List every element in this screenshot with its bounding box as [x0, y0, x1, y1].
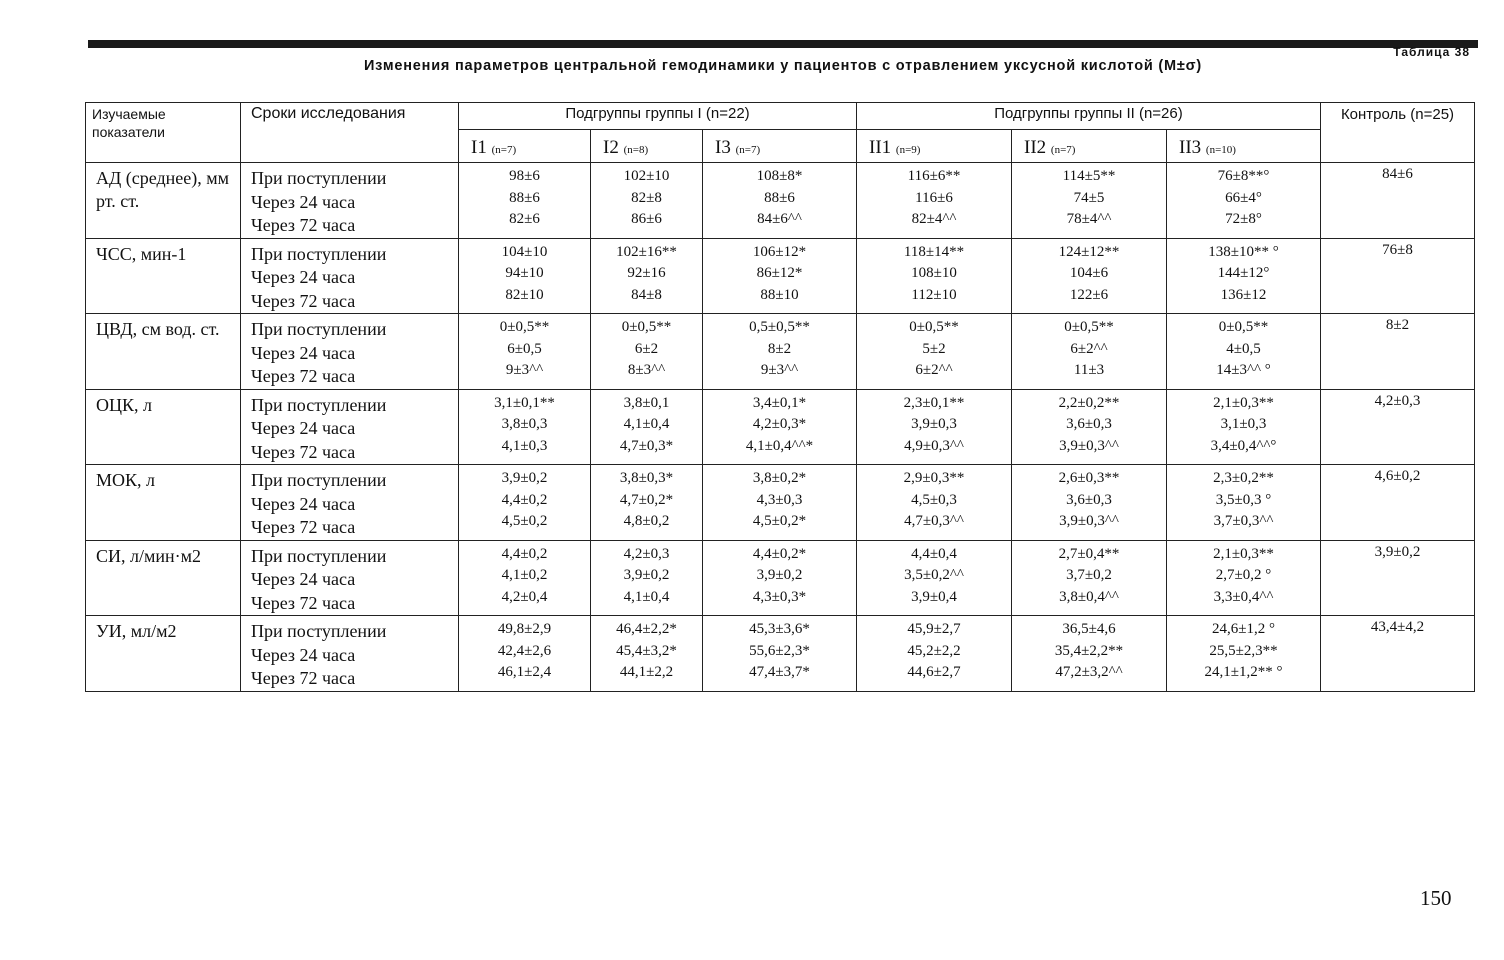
value: 104±10: [501, 243, 548, 260]
value: 0±0,5**: [1218, 319, 1269, 335]
value: 0,5±0,5**: [749, 319, 810, 335]
header-group-1: Подгруппы группы I (n=22): [459, 103, 857, 130]
value: 0±0,5**: [499, 319, 550, 335]
term-label: При поступлении: [251, 319, 387, 339]
subgroup-label: II1: [869, 137, 892, 158]
value: 45,4±3,2*: [616, 642, 677, 659]
subgroup-n: (n=8): [623, 144, 649, 156]
value: 3,9±0,3: [911, 416, 957, 432]
value: 74±5: [1073, 189, 1105, 206]
term-label: Через 24 часа: [251, 418, 356, 438]
value-cell: [459, 616, 591, 692]
term-label: При поступлении: [251, 470, 387, 490]
value: 2,2±0,2**: [1058, 394, 1120, 411]
value: 88±6: [764, 189, 795, 206]
value: 106±12*: [752, 243, 807, 260]
term-label: При поступлении: [251, 394, 387, 415]
value: 4,1±0,4: [623, 588, 670, 605]
value-cell: [703, 540, 857, 616]
header-subgroup: [1167, 130, 1321, 163]
subgroup-n: (n=9): [895, 144, 921, 156]
subgroup-n: (n=7): [491, 144, 517, 156]
value-cell: [857, 465, 1012, 541]
value: 4,2±0,3: [623, 545, 670, 562]
header-subgroup: [1012, 130, 1167, 163]
value: 3,9±0,2: [623, 567, 670, 583]
header-subgroup: [591, 130, 703, 163]
value-cell: [703, 238, 857, 314]
value-cell: [703, 389, 857, 465]
value: 6±2: [634, 340, 659, 357]
value: 3,7±0,3^^: [1213, 513, 1274, 529]
value: 118±14**: [903, 243, 965, 260]
value: 4,4±0,2: [501, 491, 548, 508]
value: 3,4±0,1*: [752, 394, 807, 411]
value-cell: [857, 540, 1012, 616]
value-cell: [591, 314, 703, 390]
value: 3,6±0,3: [1066, 491, 1112, 508]
value-cell: [703, 163, 857, 239]
value: 3,9±0,3^^: [1059, 513, 1119, 529]
value-cell: [459, 163, 591, 239]
value: 84±8: [631, 286, 662, 303]
subgroup-label: I3: [715, 137, 731, 158]
value: 45,9±2,7: [907, 621, 961, 637]
terms-cell: [241, 314, 459, 390]
value-cell: [857, 238, 1012, 314]
value: 102±16**: [616, 243, 677, 260]
control-cell: 4,6±0,2: [1321, 465, 1475, 541]
value: 108±8*: [756, 168, 803, 184]
value: 0±0,5**: [1064, 319, 1114, 335]
term-label: Через 72 часа: [251, 366, 356, 386]
table-number: Таблица 38: [1393, 45, 1470, 59]
value: 86±12*: [756, 265, 803, 281]
subgroup-label: I1: [471, 137, 487, 158]
value-cell: [459, 465, 591, 541]
value: 47,4±3,7*: [749, 664, 810, 680]
value: 4,5±0,2: [501, 513, 548, 529]
value: 102±10: [623, 168, 670, 184]
header-subgroup: [703, 130, 857, 163]
value: 4,4±0,2*: [752, 545, 807, 562]
value: 3,8±0,3: [501, 416, 548, 432]
top-rule: [88, 40, 1478, 48]
value: 76±8**°: [1217, 168, 1270, 184]
value-cell: [591, 238, 703, 314]
term-label: При поступлении: [251, 168, 387, 188]
term-label: Через 24 часа: [251, 493, 356, 514]
term-label: Через 72 часа: [251, 441, 356, 462]
parameter-cell: ЦВД, см вод. ст.: [86, 314, 241, 390]
hemodynamics-table: [85, 102, 1475, 692]
value-cell: [857, 163, 1012, 239]
term-label: Через 72 часа: [251, 290, 356, 311]
value: 8±2: [767, 340, 792, 357]
value: 36,5±4,6: [1062, 621, 1116, 637]
term-label: Через 24 часа: [251, 267, 356, 287]
value-cell: [1012, 163, 1167, 239]
control-cell: 43,4±4,2: [1321, 616, 1475, 692]
value: 46,1±2,4: [497, 664, 552, 680]
subgroup-n: (n=10): [1205, 144, 1236, 156]
value-cell: [703, 616, 857, 692]
term-label: Через 72 часа: [251, 215, 356, 235]
value: 4,8±0,2: [623, 513, 670, 529]
value: 4,1±0,2: [501, 567, 548, 583]
value: 4,9±0,3^^: [904, 437, 964, 454]
value-cell: [459, 314, 591, 390]
value: 2,7±0,2 °: [1215, 567, 1272, 583]
value: 4,1±0,4^^*: [745, 437, 814, 454]
value: 9±3^^: [760, 362, 799, 378]
value: 122±6: [1069, 286, 1109, 303]
subgroup-n: (n=7): [735, 144, 761, 156]
parameter-cell: ОЦК, л: [86, 389, 241, 465]
value: 78±4^^: [1066, 211, 1112, 227]
value: 112±10: [911, 286, 957, 303]
value: 4,5±0,3: [911, 491, 957, 508]
value: 46,4±2,2*: [616, 621, 677, 637]
value: 94±10: [505, 265, 544, 281]
terms-cell: [241, 465, 459, 541]
control-cell: 84±6: [1321, 163, 1475, 239]
table-row: [86, 540, 1475, 616]
control-cell: 3,9±0,2: [1321, 540, 1475, 616]
value: 0±0,5**: [909, 319, 959, 335]
value-cell: [459, 238, 591, 314]
value: 3,9±0,2: [756, 567, 803, 583]
value: 55,6±2,3*: [749, 642, 810, 659]
value: 49,8±2,9: [497, 621, 552, 637]
value: 2,6±0,3**: [1058, 470, 1120, 486]
value-cell: [1167, 163, 1321, 239]
value: 3,5±0,3 °: [1215, 491, 1272, 508]
value: 124±12**: [1058, 243, 1120, 260]
value-cell: [591, 540, 703, 616]
value: 3,9±0,2: [501, 470, 548, 486]
value: 82±10: [505, 286, 544, 303]
value-cell: [1167, 314, 1321, 390]
value: 136±12: [1220, 286, 1267, 303]
table-row: [86, 465, 1475, 541]
value-cell: [703, 465, 857, 541]
value: 4,4±0,2: [501, 545, 548, 562]
value: 4,7±0,3^^: [904, 513, 964, 529]
value: 4,2±0,3*: [752, 416, 807, 432]
value-cell: [857, 314, 1012, 390]
terms-cell: [241, 238, 459, 314]
term-label: Через 72 часа: [251, 517, 356, 537]
value: 6±2^^: [915, 362, 953, 378]
value-cell: [1167, 540, 1321, 616]
value: 88±10: [760, 286, 799, 303]
parameter-cell: ЧСС, мин-1: [86, 238, 241, 314]
value: 6±0,5: [507, 340, 542, 357]
value: 3,8±0,3*: [619, 470, 674, 486]
term-label: При поступлении: [251, 545, 387, 566]
value: 3,8±0,4^^: [1059, 588, 1119, 605]
value: 2,1±0,3**: [1213, 545, 1274, 562]
value-cell: [1167, 238, 1321, 314]
value: 44,6±2,7: [907, 664, 961, 680]
value: 88±6: [509, 189, 540, 206]
value: 47,2±3,2^^: [1055, 664, 1123, 680]
value-cell: [1012, 389, 1167, 465]
table-row: [86, 238, 1475, 314]
value: 4,4±0,4: [911, 545, 957, 562]
value: 2,3±0,1**: [903, 394, 965, 411]
value: 25,5±2,3**: [1209, 642, 1278, 659]
table-caption: Изменения параметров центральной гемодинамики у пациентов с отравлением уксусной кислотой (M±σ): [363, 58, 1203, 74]
value-cell: [459, 389, 591, 465]
value: 5±2: [922, 340, 946, 357]
value-cell: [1012, 314, 1167, 390]
value: 44,1±2,2: [619, 664, 674, 680]
term-label: Через 24 часа: [251, 569, 356, 589]
value: 6±2^^: [1070, 340, 1108, 357]
value: 144±12°: [1217, 265, 1270, 281]
table-row: [86, 389, 1475, 465]
value-cell: [591, 616, 703, 692]
page-number: 150: [1420, 886, 1452, 910]
value: 2,7±0,4**: [1058, 545, 1120, 562]
terms-cell: [241, 389, 459, 465]
value: 3,1±0,1**: [494, 394, 555, 411]
subgroup-n: (n=7): [1050, 144, 1076, 156]
value: 11±3: [1073, 362, 1105, 378]
value-cell: [1167, 616, 1321, 692]
value: 2,1±0,3**: [1213, 394, 1274, 411]
value: 14±3^^ °: [1216, 362, 1271, 378]
value: 98±6: [509, 168, 540, 184]
value: 4,3±0,3: [756, 491, 803, 508]
value: 4,5±0,2*: [752, 513, 807, 529]
value: 3,5±0,2^^: [904, 567, 964, 583]
value: 3,9±0,4: [911, 588, 957, 605]
value-cell: [703, 314, 857, 390]
value: 104±6: [1069, 265, 1109, 281]
header-parameter: Изучаемые показатели: [86, 103, 241, 163]
value: 3,1±0,3: [1220, 416, 1267, 432]
value-cell: [1167, 389, 1321, 465]
control-cell: 76±8: [1321, 238, 1475, 314]
value: 82±8: [631, 189, 662, 206]
value-cell: [1167, 465, 1321, 541]
value: 24,1±1,2** °: [1204, 664, 1283, 680]
value: 86±6: [631, 211, 662, 227]
term-label: Через 24 часа: [251, 191, 356, 212]
terms-cell: [241, 163, 459, 239]
value: 114±5**: [1062, 168, 1116, 184]
value: 4,3±0,3*: [752, 588, 807, 605]
value: 3,8±0,1: [623, 394, 670, 411]
subgroup-label: II2: [1024, 137, 1047, 158]
value: 3,3±0,4^^: [1213, 588, 1274, 605]
header-subgroup: [857, 130, 1012, 163]
value: 4±0,5: [1226, 340, 1261, 357]
value: 82±6: [509, 211, 540, 227]
value-cell: [1012, 238, 1167, 314]
value: 35,4±2,2**: [1054, 642, 1124, 659]
value: 3,8±0,2*: [752, 470, 807, 486]
term-label: Через 24 часа: [251, 342, 356, 363]
value-cell: [459, 540, 591, 616]
value: 2,9±0,3**: [903, 470, 965, 486]
header-term: Сроки исследования: [241, 103, 459, 163]
term-label: При поступлении: [251, 621, 387, 641]
value: 3,9±0,3^^: [1059, 437, 1119, 454]
value-cell: [857, 616, 1012, 692]
terms-cell: [241, 540, 459, 616]
value: 45,2±2,2: [907, 642, 961, 659]
value: 4,7±0,3*: [619, 437, 674, 454]
value: 3,6±0,3: [1066, 416, 1112, 432]
control-cell: 8±2: [1321, 314, 1475, 390]
header-subgroup: [459, 130, 591, 163]
parameter-cell: АД (среднее), мм рт. ст.: [86, 163, 241, 239]
value: 2,3±0,2**: [1213, 470, 1274, 486]
value-cell: [591, 465, 703, 541]
value: 3,7±0,2: [1066, 567, 1112, 583]
value: 4,2±0,4: [501, 588, 548, 605]
value: 4,1±0,3: [501, 437, 548, 454]
value: 84±6^^: [757, 211, 802, 227]
value-cell: [1012, 540, 1167, 616]
term-label: Через 72 часа: [251, 592, 356, 613]
table-row: [86, 163, 1475, 239]
header-group-2: Подгруппы группы II (n=26): [857, 103, 1321, 130]
value-cell: [591, 389, 703, 465]
value-cell: [1012, 616, 1167, 692]
value: 82±4^^: [911, 211, 957, 227]
value: 116±6**: [907, 168, 961, 184]
table-row: [86, 314, 1475, 390]
value-cell: [591, 163, 703, 239]
value-cell: [1012, 465, 1167, 541]
value: 92±16: [627, 265, 666, 281]
header-control: Контроль (n=25): [1321, 103, 1475, 163]
subgroup-label: II3: [1179, 137, 1202, 158]
value: 116±6: [915, 189, 953, 206]
value: 66±4°: [1225, 189, 1262, 206]
value: 42,4±2,6: [497, 642, 552, 659]
parameter-cell: УИ, мл/м2: [86, 616, 241, 692]
term-label: Через 72 часа: [251, 668, 356, 688]
terms-cell: [241, 616, 459, 692]
value: 72±8°: [1225, 211, 1262, 227]
value: 0±0,5**: [621, 319, 672, 335]
value: 24,6±1,2 °: [1212, 621, 1275, 637]
term-label: Через 24 часа: [251, 644, 356, 665]
subgroup-label: I2: [603, 137, 619, 158]
parameter-cell: МОК, л: [86, 465, 241, 541]
value: 45,3±3,6*: [749, 621, 810, 637]
value: 3,4±0,4^^°: [1210, 437, 1277, 454]
control-cell: 4,2±0,3: [1321, 389, 1475, 465]
term-label: При поступлении: [251, 243, 387, 264]
value: 4,7±0,2*: [619, 491, 674, 508]
value: 4,1±0,4: [623, 416, 670, 432]
parameter-cell: СИ, л/мин·м2: [86, 540, 241, 616]
value: 108±10: [911, 265, 957, 281]
value: 138±10** °: [1208, 243, 1279, 260]
table-row: [86, 616, 1475, 692]
value-cell: [857, 389, 1012, 465]
value: 9±3^^: [505, 362, 544, 378]
value: 8±3^^: [627, 362, 666, 378]
